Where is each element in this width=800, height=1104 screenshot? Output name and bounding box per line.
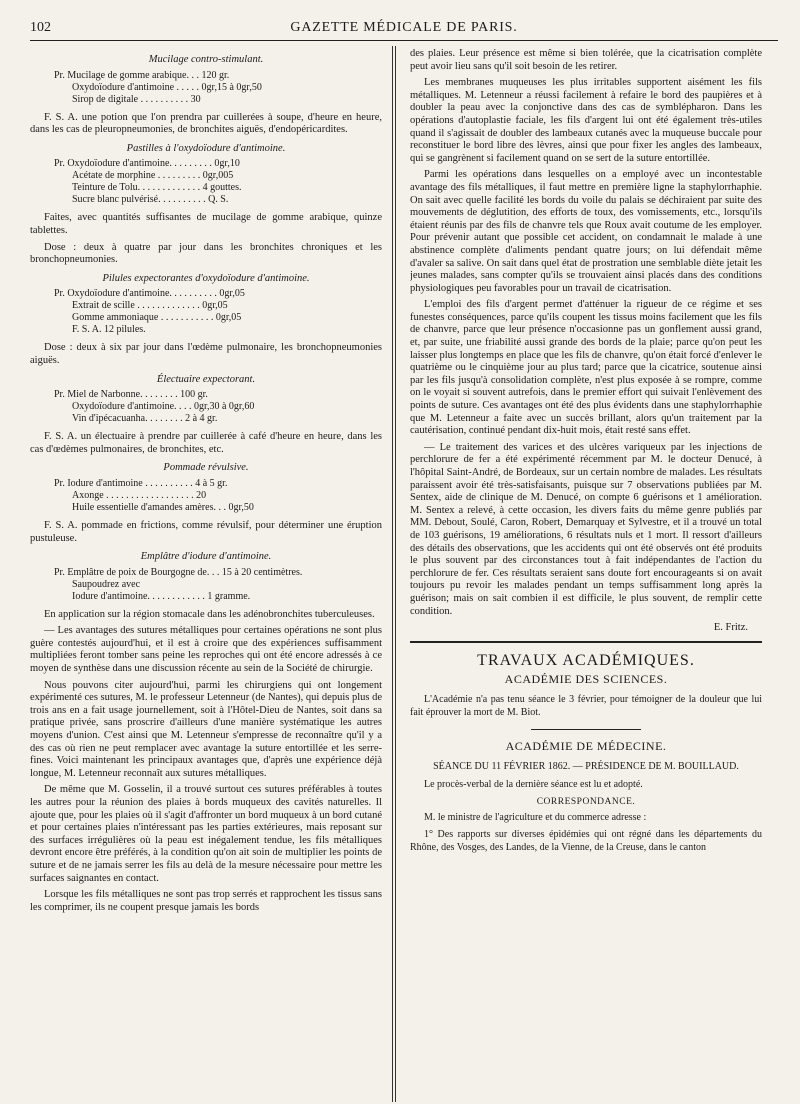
signature: E. Fritz. bbox=[713, 622, 748, 634]
rx-line: Pr. Emplâtre de poix de Bourgogne de. . . 15 à 20 centimètres. bbox=[54, 566, 303, 578]
paragraph: De même que M. Gosselin, il a trouvé surtout ces sutures préférables à toutes les autres pour la réunion des plaies à bords muqueux des cavités naturelles. Il ajoute que, pour les plaies où il s'agit d'affronter un bord muqueux à un bord cutané et pour certaines plaies n'intéressant pas les parties extérieures, mais reposant sur des surfaces irrégulières où la peau est inégalement tendue, les fils métalliques devront encore être préférés, à la condition qu'on ait soin de multiplier les points de suture et de ne jamais serrer les fils au delà de la mesure nécessaire pour mettre les surfaces saignantes en contact. bbox=[30, 784, 382, 884]
rx-line: Huile essentielle d'amandes amères. . . 0gr,50 bbox=[72, 501, 254, 513]
rx-line: Gomme ammoniaque . . . . . . . . . . . 0gr,05 bbox=[72, 312, 242, 324]
journal-title: GAZETTE MÉDICALE DE PARIS. bbox=[290, 20, 518, 35]
paragraph: F. S. A. pommade en frictions, comme révulsif, pour déterminer une éruption pustuleuse. bbox=[30, 519, 382, 544]
paragraph: F. S. A. une potion que l'on prendra par cuillerées à soupe, d'heure en heure, dans les cas de pleuropneumonies, de bronchites aiguës, d'endopéricardites. bbox=[30, 111, 382, 136]
rx-line: Extrait de scille . . . . . . . . . . . . . 0gr,05 bbox=[72, 300, 228, 312]
left-column bbox=[30, 48, 382, 1100]
paragraph: F. S. A. un électuaire à prendre par cuillerée à café d'heure en heure, dans les cas d'œdèmes pulmonaires, de bronchites, etc. bbox=[30, 431, 382, 455]
paragraph: — Le traitement des varices et des ulcères variqueux par les injections de perchlorure de fer a été expérimenté récemment par M. le docteur Denucé, à l'hôpital Saint-André, de Bordeaux, sur un certain nombre de malades. Les résultats paraissent avoir été très-satisfaisants, puisque sur 7 observations publiées par M. Sentex, aide de clinique de M. Denucé, on compte 6 guérisons et 1 amélioration. M. Sentex a relevé, à cette occasion, les divers faits du même genre publiés par MM. Debout, Soulé, Caron, Robert, Demarquay et Sylvestre, et il a trouvé un total de 103 guérisons, 19 améliorations, 6 résultats nuls et 1 mort. Il ressort d'ailleurs des détails des observations, que les accidents qui ont été observés ont été produits le plus souvent par des circonstances tout à fait indépendantes de l'action du perchlorure de fer. Ces résultats seraient sans doute fort encourageants si on avait toujours pu revoir les malades pendant un temps suffisamment long après la guérison; mais on sait combien il est difficile, le plus souvent, de remplir cette condition. bbox=[410, 441, 762, 617]
rx-line: Vin d'ipécacuanha. . . . . . . . 2 à 4 gr. bbox=[72, 413, 218, 425]
correspondence-heading: CORRESPONDANCE. bbox=[536, 796, 636, 807]
column-rule bbox=[392, 46, 393, 1102]
paragraph: des plaies. Leur présence est même si bien tolérée, que la cicatrisation complète peut avoir lieu sans qu'il soit besoin de les retirer. bbox=[410, 48, 762, 72]
rx-line: Oxydoïodure d'antimoine. . . . 0gr,30 à 0gr,60 bbox=[72, 401, 255, 413]
rx-line: Pr. Mucilage de gomme arabique. . . 120 gr. bbox=[54, 69, 230, 81]
paragraph: Faites, avec quantités suffisantes de mucilage de gomme arabique, quinze tablettes. bbox=[30, 212, 382, 236]
page-number: 102 bbox=[30, 20, 51, 35]
column-rule-2 bbox=[395, 46, 396, 1102]
paragraph: Lorsque les fils métalliques ne sont pas trop serrés et rapprochent les tissus sans les comprimer, ils ne coupent presque jamais les bords bbox=[30, 889, 382, 913]
rx-line: Pr. Iodure d'antimoine . . . . . . . . . . 4 à 5 gr. bbox=[54, 477, 228, 489]
paragraph: L'Académie n'a pas tenu séance le 3 février, pour témoigner de la douleur que lui fait éprouver la mort de M. Biot. bbox=[410, 693, 762, 718]
session-line: SÉANCE DU 11 FÉVRIER 1862. — PRÉSIDENCE DE M. BOUILLAUD. bbox=[433, 760, 739, 772]
rx-title: Pastilles à l'oxydoïodure d'antimoine. bbox=[126, 142, 286, 154]
rx-line: Pr. Miel de Narbonne. . . . . . . . 100 gr. bbox=[54, 389, 208, 401]
rx-line: Oxydoïodure d'antimoine . . . . . 0gr,15 à 0gr,50 bbox=[72, 81, 262, 93]
rx-line: Teinture de Tolu. . . . . . . . . . . . . 4 gouttes. bbox=[72, 182, 242, 194]
rx-line: Pr. Oxydoïodure d'antimoine. . . . . . . . . . 0gr,05 bbox=[54, 288, 245, 300]
paragraph: Les membranes muqueuses les plus irritables supportent aisément les fils métalliques. M. Letenneur a réussi facilement à refaire le bord des paupières et à doubler la peau avec la conjonctive dans des cas de symblépharon. Dans les opérations d'autoplastie faciale, les fils d'argent lui ont été également très-utiles quand il s'agissait de doubler des lambeaux cutanés avec la muqueuse buccale pour reconstituer le bord libre des lèvres, ainsi que pour fixer les angles des lambeaux, qui se gangrènent si facilement quand on se sert de la suture entortillée. bbox=[410, 77, 762, 164]
prescription bbox=[54, 70, 382, 106]
paragraph: Le procès-verbal de la dernière séance est lu et adopté. bbox=[424, 779, 643, 791]
prescription bbox=[54, 567, 382, 603]
rx-line: Axonge . . . . . . . . . . . . . . . . . . 20 bbox=[72, 489, 207, 501]
academy-heading: ACADÉMIE DES SCIENCES. bbox=[504, 672, 668, 687]
paragraph: — Les avantages des sutures métalliques pour certaines opérations ne sont plus guère contestés aujourd'hui, et il est à croire que des expériences suffisamment multipliées feront tomber sans peine les reproches qui ont été encore adressés à ce moyen de synthèse dans une discussion récente au sein de la Société de chirurgie. bbox=[30, 625, 382, 675]
rx-line: Sirop de digitale . . . . . . . . . . 30 bbox=[72, 93, 201, 105]
paragraph: Parmi les opérations dans lesquelles on a employé avec un incontestable avantage des fils métalliques, il faut mettre en première ligne la staphylorrhaphie. On sait avec quelle facilité les bords du voile du palais se déchiraient par suite des mouvements de déglutition, des efforts de toux, des vomissements, etc., lorsqu'ils étaient réunis par des fils de chanvre tels que Roux avait coutume de les employer. Pour prévenir autant que possible cet accident, on condamnait le malade à une abstinence complète d'aliments pendant quatre jours; on lui défendait même d'avaler sa salive. On sait dans quel état de prostration une semblable diète jetait les jeunes malades, sans compter qu'ils se trouvaient ainsi placés dans des conditions physiologiques peu favorables pour un travail de cicatrisation. bbox=[410, 169, 762, 294]
rx-title: Électuaire expectorant. bbox=[156, 373, 256, 385]
rx-line: Pr. Oxydoïodure d'antimoine. . . . . . . . . 0gr,10 bbox=[54, 158, 240, 170]
academy-heading: ACADÉMIE DE MÉDECINE. bbox=[505, 739, 667, 754]
paragraph: 1° Des rapports sur diverses épidémies qui ont régné dans les départements du Rhône, des Vosges, des Landes, de la Vienne, de la Creuse, dans le canton bbox=[410, 829, 762, 853]
paragraph: En application sur la région stomacale dans les adénobronchites tuberculeuses. bbox=[44, 608, 375, 620]
rx-title: Pommade révulsive. bbox=[163, 462, 249, 474]
section-title: TRAVAUX ACADÉMIQUES. bbox=[410, 641, 762, 668]
prescription bbox=[54, 158, 382, 206]
rx-line: Acétate de morphine . . . . . . . . . 0gr,005 bbox=[72, 170, 234, 182]
rx-line: Sucre blanc pulvérisé. . . . . . . . . . Q. S. bbox=[72, 194, 229, 206]
paragraph: M. le ministre de l'agriculture et du commerce adresse : bbox=[424, 812, 647, 824]
prescription bbox=[54, 288, 382, 336]
paragraph: Dose : deux à quatre par jour dans les bronchites chroniques et les bronchopneumonies. bbox=[30, 241, 382, 266]
rx-title: Emplâtre d'iodure d'antimoine. bbox=[140, 551, 272, 563]
paragraph: Nous pouvons citer aujourd'hui, parmi les chirurgiens qui ont longement expérimenté ces sutures, M. le professeur Letenneur (de Nantes), qui depuis plus de trois ans en a fait usage journellement, soit à l'Hôtel-Dieu de Nantes, soit dans sa pratique privée, sans proscrire d'ailleurs d'une manière systématique les autres moyens d'union. C'est ainsi que M. Letenneur s'empresse de reconnaître qu'il y a des cas où rien ne peut remplacer avec avantage la suture entortillée et les serre-fines. Voici maintenant les principaux avantages que, d'après une expérience déjà longue, M. Letenneur reconnaît aux sutures métalliques. bbox=[30, 679, 382, 779]
paragraph: Dose : deux à six par jour dans l'œdème pulmonaire, les bronchopneumonies aiguës. bbox=[30, 342, 382, 366]
prescription bbox=[54, 478, 382, 514]
paragraph: L'emploi des fils d'argent permet d'atténuer la rigueur de ce régime et ses funestes conséquences, parce qu'ils coupent les tissus moins facilement que les fils de chanvre, parce que leur présence n'occasionne pas un gonflement aussi grand, et, par suite, une friabilité aussi grande des bords de la plaie; parce qu'on peut les laisser plus longtemps en place que les fils de chanvre, qu'on était forcé d'enlever le quatrième ou le cinquième jour au plus tard; parce que la cicatrice, soutenue ainsi par les fils jusqu'à consolidation complète, n'est plus exposée à se rompre, comme on le voyait si souvent autrefois, dans le premier effort qui suivait l'enlèvement des points de suture. Ces avantages ont été des plus évidents dans une staphylorrhaphie que M. Letenneur a faite avec un succès brillant, alors qu'un traitement par la cautérisation, continué pendant dix-huit mois, était resté sans effet. bbox=[410, 299, 762, 437]
page-header bbox=[30, 18, 778, 41]
rx-title: Mucilage contro-stimulant. bbox=[148, 54, 264, 65]
prescription bbox=[54, 389, 382, 425]
rx-line: Iodure d'antimoine. . . . . . . . . . . . 1 gramme. bbox=[72, 590, 251, 602]
separator bbox=[531, 729, 641, 730]
rx-title: Pilules expectorantes d'oxydoïodure d'antimoine. bbox=[102, 272, 310, 284]
rx-line: F. S. A. 12 pilules. bbox=[72, 324, 146, 336]
rx-line: Saupoudrez avec bbox=[72, 578, 141, 590]
right-column bbox=[410, 48, 762, 1100]
